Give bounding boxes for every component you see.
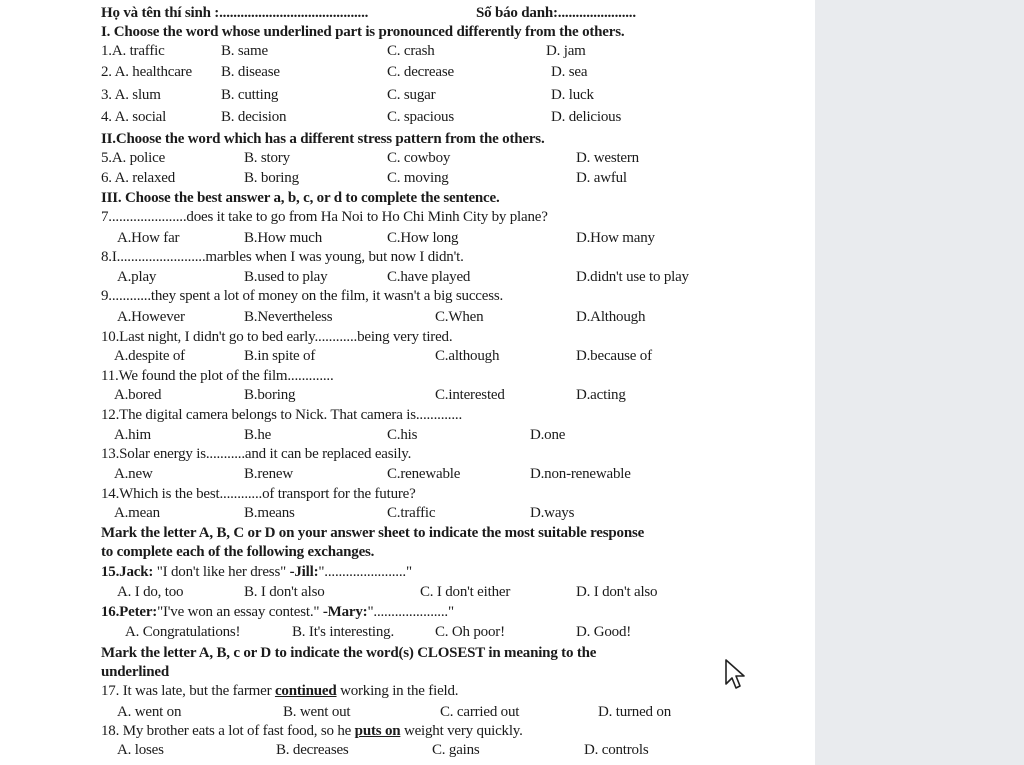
q11-stem: 11.We found the plot of the film............. xyxy=(101,368,334,384)
section-5-heading: Mark the letter A, B, c or D to indicate the word(s) CLOSEST in meaning to the xyxy=(101,645,597,661)
q4-option-a: 4. A. social xyxy=(101,109,167,125)
q15-option-c: C. I don't either xyxy=(420,584,511,600)
q10-option-a: A.despite of xyxy=(114,348,185,364)
q6-option-d: D. awful xyxy=(576,170,627,186)
q17-stem-pre: 17. It was late, but the farmer xyxy=(101,683,275,699)
q17-option-d: D. turned on xyxy=(598,704,672,720)
q3-option-a: 3. A. slum xyxy=(101,87,161,103)
q1-option-c: C. crash xyxy=(387,43,435,59)
q16-quote-1: "I've won an essay contest." xyxy=(157,604,320,620)
section-3-heading: III. Choose the best answer a, b, c, or d to complete the sentence. xyxy=(101,190,500,206)
q10-option-d: D.because of xyxy=(576,348,652,364)
section-5-heading-cont: underlined xyxy=(101,664,170,680)
q16-option-b: B. It's interesting. xyxy=(292,624,395,640)
q18-option-a: A. loses xyxy=(117,742,164,758)
q17-keyword: continued xyxy=(274,683,337,699)
q8-option-b: B.used to play xyxy=(244,269,328,285)
q18-stem-post: weight very quickly. xyxy=(400,723,523,739)
q7-option-b: B.How much xyxy=(244,230,322,246)
q13-stem: 13.Solar energy is...........and it can be replaced easily. xyxy=(101,446,412,462)
q9-stem: 9............they spent a lot of money on the film, it wasn't a big success. xyxy=(101,288,504,304)
q7-option-c: C.How long xyxy=(387,230,459,246)
q13-option-a: A.new xyxy=(114,466,153,482)
q2-option-a: 2. A. healthcare xyxy=(101,64,192,80)
q15-option-d: D. I don't also xyxy=(576,584,658,600)
q6-option-c: C. moving xyxy=(387,170,449,186)
q2-option-d: D. sea xyxy=(551,64,588,80)
q9-option-b: B.Nevertheless xyxy=(244,309,333,325)
q16-quote-2: "....................." xyxy=(367,604,454,620)
q8-option-d: D.didn't use to play xyxy=(576,269,689,285)
q15-speaker-2: -Jill: xyxy=(289,564,319,580)
q16-option-a: A. Congratulations! xyxy=(125,624,241,640)
q11-option-d: D.acting xyxy=(576,387,626,403)
q10-stem: 10.Last night, I didn't go to bed early............being very tired. xyxy=(101,329,453,345)
mouse-pointer-icon xyxy=(724,658,746,692)
id-field: Số báo danh:...................... xyxy=(476,5,636,21)
q17-stem xyxy=(101,682,458,700)
q3-option-d: D. luck xyxy=(551,87,594,103)
q5-option-a: 5.A. police xyxy=(101,150,166,166)
q1-option-d: D. jam xyxy=(546,43,586,59)
q1-option-b: B. same xyxy=(221,43,268,59)
q12-option-d: D.one xyxy=(530,427,566,443)
q8-stem: 8.I.........................marbles when I was young, but now I didn't. xyxy=(101,249,464,265)
q13-option-b: B.renew xyxy=(244,466,293,482)
q18-option-d: D. controls xyxy=(584,742,649,758)
q9-option-c: C.When xyxy=(435,309,484,325)
q5-option-c: C. cowboy xyxy=(387,150,451,166)
q16-speaker-2: -Mary: xyxy=(322,604,368,620)
q5-option-d: D. western xyxy=(576,150,639,166)
q5-option-b: B. story xyxy=(244,150,290,166)
q3-option-b: B. cutting xyxy=(221,87,279,103)
q12-option-a: A.him xyxy=(114,427,151,443)
q8-option-a: A.play xyxy=(117,269,157,285)
q15-quote-1: "I don't like her dress" xyxy=(156,564,287,580)
q4-option-c: C. spacious xyxy=(387,109,454,125)
q18-option-c: C. gains xyxy=(432,742,480,758)
q9-option-a: A.However xyxy=(117,309,185,325)
q12-stem: 12.The digital camera belongs to Nick. That camera is............. xyxy=(101,407,462,423)
q14-option-b: B.means xyxy=(244,505,295,521)
q11-option-a: A.bored xyxy=(114,387,162,403)
q15-stem xyxy=(101,563,412,581)
q11-option-b: B.boring xyxy=(244,387,296,403)
q17-option-c: C. carried out xyxy=(440,704,520,720)
q18-option-b: B. decreases xyxy=(276,742,349,758)
q10-option-b: B.in spite of xyxy=(244,348,316,364)
section-2-heading: II.Choose the word which has a different stress pattern from the others. xyxy=(101,131,545,147)
q16-option-c: C. Oh poor! xyxy=(435,624,505,640)
q16-stem xyxy=(101,603,454,621)
section-1-heading: I. Choose the word whose underlined part is pronounced differently from the others. xyxy=(101,24,625,40)
q12-option-b: B.he xyxy=(244,427,272,443)
q15-speaker-1: 15.Jack: xyxy=(101,564,154,580)
q4-option-d: D. delicious xyxy=(551,109,622,125)
q2-option-b: B. disease xyxy=(221,64,280,80)
q17-option-b: B. went out xyxy=(283,704,351,720)
q18-stem-pre: 18. My brother eats a lot of fast food, so he xyxy=(101,723,355,739)
q4-option-b: B. decision xyxy=(221,109,287,125)
q9-option-d: D.Although xyxy=(576,309,646,325)
q16-option-d: D. Good! xyxy=(576,624,632,640)
name-field: Họ và tên thí sinh :.......................................... xyxy=(101,5,369,21)
q7-option-d: D.How many xyxy=(576,230,655,246)
q13-option-c: C.renewable xyxy=(387,466,461,482)
q18-keyword: puts on xyxy=(354,723,401,739)
q10-option-c: C.although xyxy=(435,348,500,364)
q14-stem: 14.Which is the best............of transport for the future? xyxy=(101,486,416,502)
q15-option-b: B. I don't also xyxy=(244,584,325,600)
q15-option-a: A. I do, too xyxy=(117,584,184,600)
q16-speaker-1: 16.Peter: xyxy=(101,604,158,620)
q15-quote-2: "......................." xyxy=(318,564,412,580)
q14-option-c: C.traffic xyxy=(387,505,436,521)
q18-stem xyxy=(101,722,523,740)
q11-option-c: C.interested xyxy=(435,387,505,403)
q8-option-c: C.have played xyxy=(387,269,471,285)
q17-stem-post: working in the field. xyxy=(336,683,459,699)
q17-option-a: A. went on xyxy=(117,704,182,720)
q14-option-a: A.mean xyxy=(114,505,160,521)
q3-option-c: C. sugar xyxy=(387,87,436,103)
q2-option-c: C. decrease xyxy=(387,64,454,80)
q13-option-d: D.non-renewable xyxy=(530,466,631,482)
q12-option-c: C.his xyxy=(387,427,418,443)
q1-option-a: 1.A. traffic xyxy=(101,43,165,59)
section-4-heading: Mark the letter A, B, C or D on your answer sheet to indicate the most suitable response xyxy=(101,525,645,541)
q7-option-a: A.How far xyxy=(117,230,180,246)
q6-option-a: 6. A. relaxed xyxy=(101,170,176,186)
q14-option-d: D.ways xyxy=(530,505,575,521)
q6-option-b: B. boring xyxy=(244,170,299,186)
q7-stem: 7......................does it take to go from Ha Noi to Ho Chi Minh City by plane? xyxy=(101,209,548,225)
section-4-heading-cont: to complete each of the following exchanges. xyxy=(101,544,375,560)
